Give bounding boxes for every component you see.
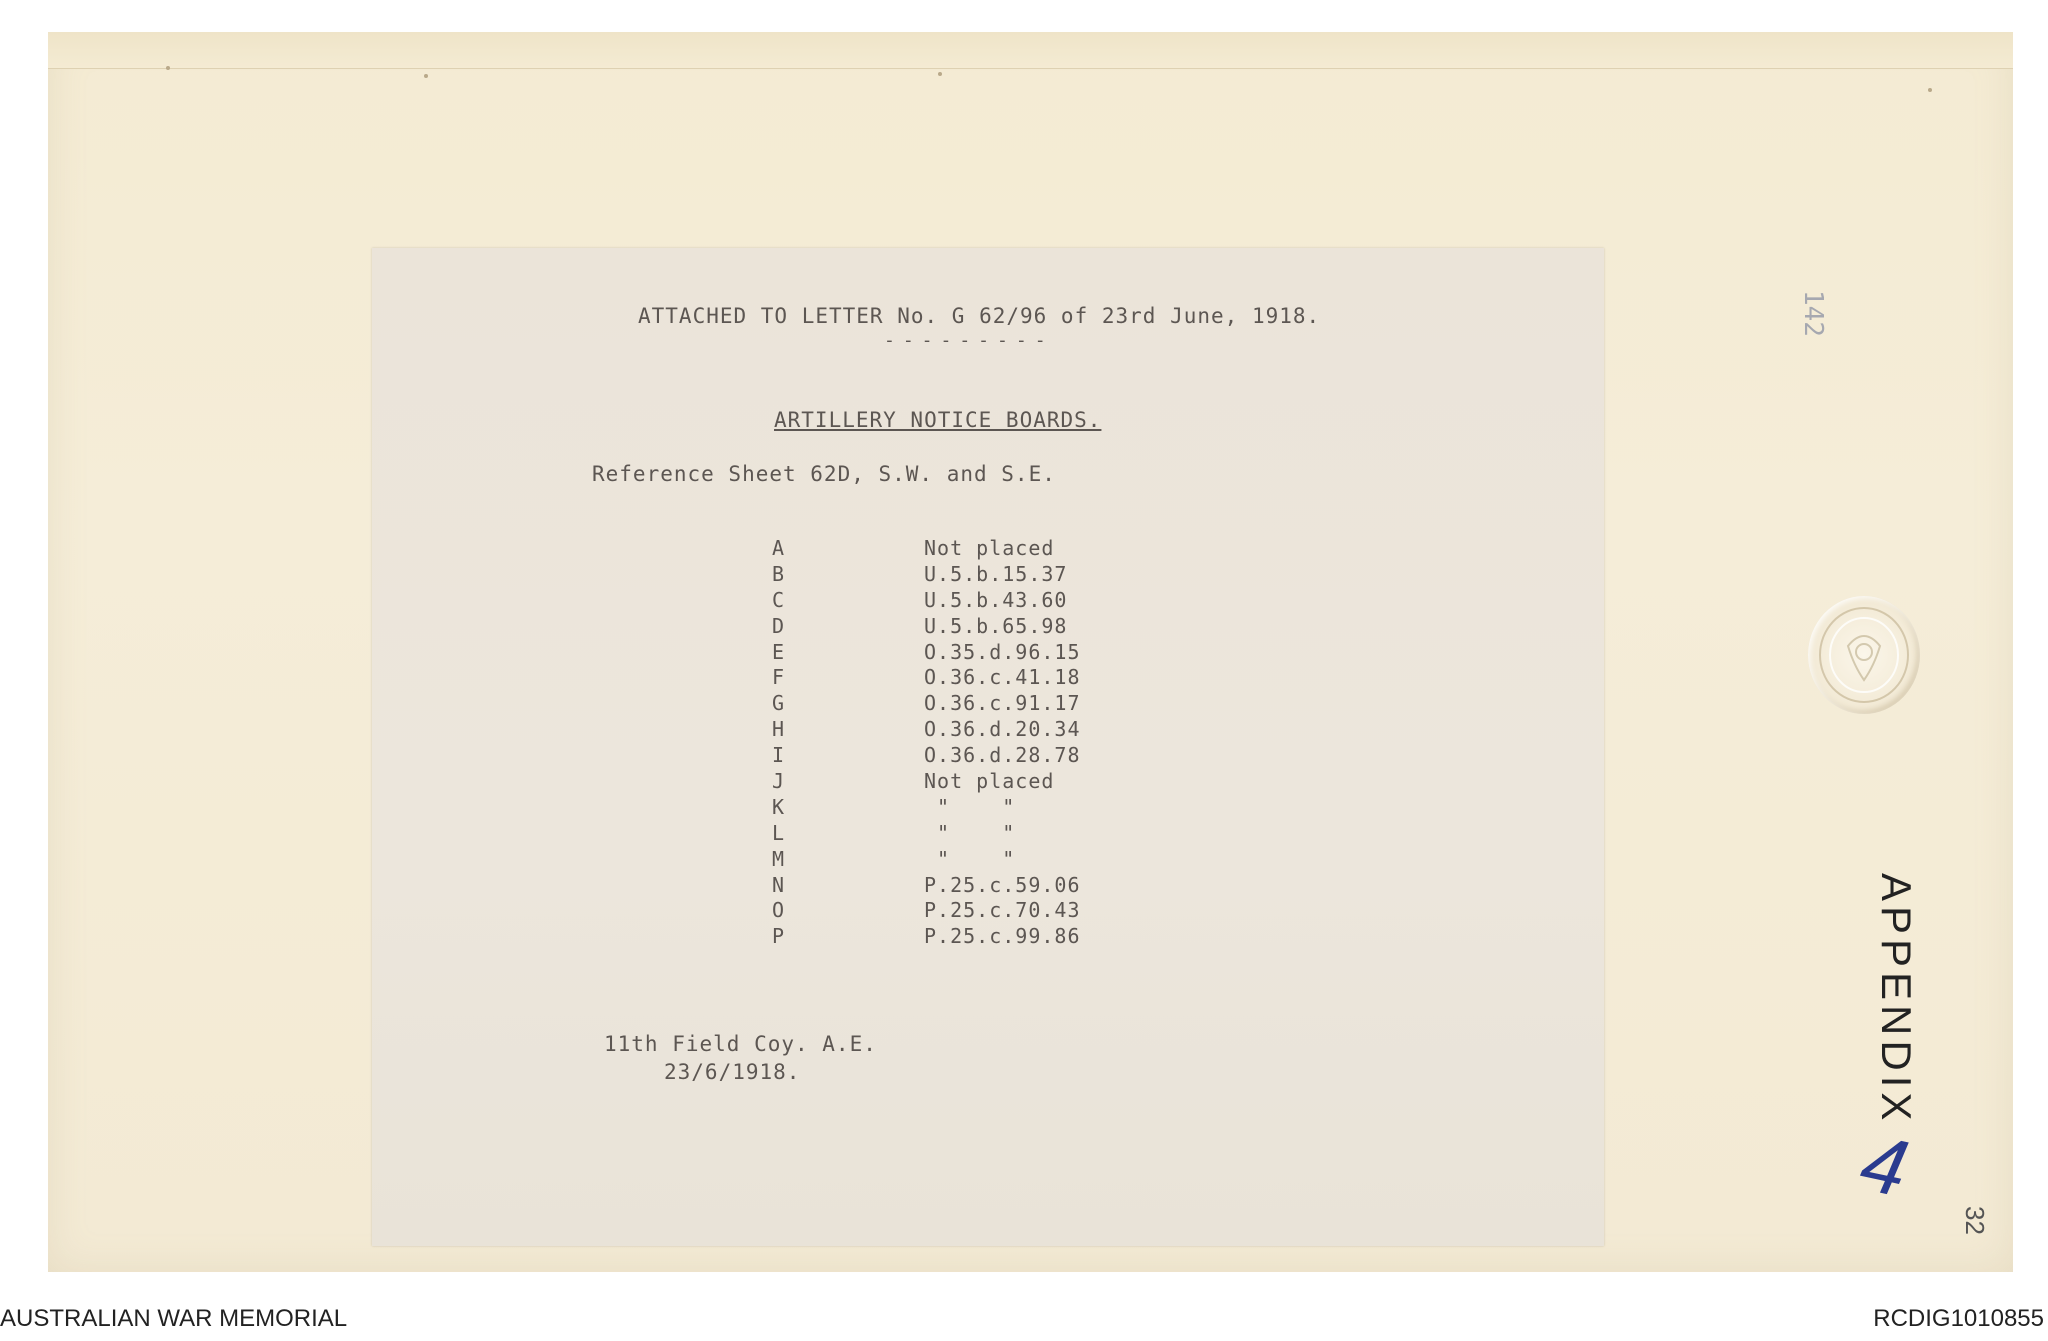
embossed-seal-icon xyxy=(1808,596,1920,714)
board-location: O.36.d.28.78 xyxy=(924,743,1081,768)
pin-hole xyxy=(938,72,942,76)
board-letter: K xyxy=(772,794,785,819)
board-location: " " xyxy=(924,846,1016,871)
board-letter: E xyxy=(772,639,785,664)
page-number: 32 xyxy=(1960,1206,1990,1235)
board-letter: F xyxy=(772,665,785,690)
appendix-number: 4 xyxy=(1853,1117,1916,1214)
board-location: " " xyxy=(924,794,1016,819)
board-letter: O xyxy=(772,898,785,923)
typed-slip xyxy=(372,248,1604,1246)
board-location: U.5.b.65.98 xyxy=(924,613,1068,638)
pin-hole xyxy=(166,66,170,70)
board-location: P.25.c.59.06 xyxy=(924,872,1081,897)
board-letter: N xyxy=(772,872,785,897)
board-letter: L xyxy=(772,820,785,845)
heading-rule: --------- xyxy=(884,330,1054,351)
board-letter: C xyxy=(772,587,785,612)
board-location: O.35.d.96.15 xyxy=(924,639,1081,664)
footer-institution: AUSTRALIAN WAR MEMORIAL xyxy=(0,1305,348,1332)
board-letter: I xyxy=(772,743,785,768)
board-location: " " xyxy=(924,820,1016,845)
board-location: P.25.c.70.43 xyxy=(924,898,1081,923)
board-location: Not placed xyxy=(924,769,1055,794)
pin-hole xyxy=(1928,88,1932,92)
board-location: O.36.d.20.34 xyxy=(924,717,1081,742)
reference-sheet: Reference Sheet 62D, S.W. and S.E. xyxy=(592,462,1056,486)
board-letter: D xyxy=(772,613,785,638)
pin-hole xyxy=(424,74,428,78)
board-location: U.5.b.43.60 xyxy=(924,587,1068,612)
board-letter: H xyxy=(772,717,785,742)
document-title: ARTILLERY NOTICE BOARDS. xyxy=(774,408,1102,432)
board-location: U.5.b.15.37 xyxy=(924,561,1068,586)
appendix-label: APPENDIX xyxy=(1873,873,1920,1126)
board-location: O.36.c.41.18 xyxy=(924,665,1081,690)
board-letter: J xyxy=(772,769,785,794)
board-letter: B xyxy=(772,561,785,586)
board-letter: A xyxy=(772,536,785,560)
board-letter: G xyxy=(772,691,785,716)
board-letter: M xyxy=(772,846,785,871)
folio-stamp: 142 xyxy=(1798,290,1828,337)
torn-top-edge xyxy=(48,32,2013,69)
board-letter: P xyxy=(772,924,785,949)
board-location: Not placed xyxy=(924,536,1055,560)
unit-signature: 11th Field Coy. A.E. xyxy=(604,1032,877,1056)
document-date: 23/6/1918. xyxy=(664,1060,801,1084)
footer-record-id: RCDIG1010855 xyxy=(1873,1305,2044,1332)
letter-heading: ATTACHED TO LETTER No. G 62/96 of 23rd June, 1918. xyxy=(638,304,1321,328)
board-location: P.25.c.99.86 xyxy=(924,924,1081,949)
board-location: O.36.c.91.17 xyxy=(924,691,1081,716)
